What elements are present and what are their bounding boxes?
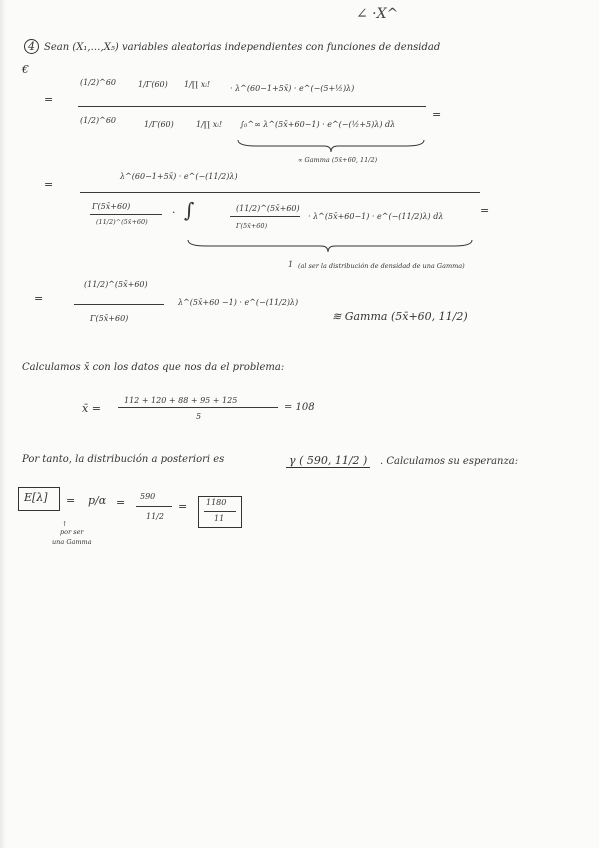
step2-int-line (230, 216, 300, 217)
expectation-res-den: 11 (214, 514, 225, 523)
margin-mark: € (22, 63, 29, 76)
step1-fraction-line (78, 106, 426, 107)
step1-num-prod: 1/∏ xᵢ! (184, 80, 211, 89)
step2-den-left-bottom: (11/2)^(5x̄+60) (96, 218, 148, 226)
step3-num: (11/2)^(5x̄+60) (84, 280, 148, 289)
step2-den-left-top: Γ(5x̄+60) (92, 202, 131, 211)
expectation-arrow: ↑ (62, 520, 68, 528)
step3-den: Γ(5x̄+60) (90, 314, 129, 323)
header-scribble: ∠ ·X^ (356, 6, 399, 22)
expectation-eq3: = (178, 500, 188, 513)
scan-edge (0, 0, 6, 848)
step1-eq: = (44, 93, 54, 106)
step2-eq: = (44, 178, 54, 191)
step3-eq: = (34, 292, 44, 305)
expectation-fraction-line (136, 506, 172, 507)
expectation-num: 590 (140, 492, 156, 501)
step1-den-prod: 1/∏ xᵢ! (196, 120, 223, 129)
expectation-res-line (204, 511, 236, 512)
step2-dot: · (172, 206, 176, 219)
expectation-ratio: p/α (88, 494, 107, 507)
problem-statement: Sean (X₁,…,X₅) variables aleatorias independientes con funciones de densidad (44, 42, 441, 53)
expectation-den: 11/2 (146, 512, 164, 521)
problem-number-circle: 4 (24, 39, 39, 54)
mean-result: = 108 (284, 402, 315, 413)
expectation-note2: una Gamma (52, 538, 92, 546)
expectation-lhs: E[λ] (24, 491, 48, 504)
conclusion-dist: γ ( 590, 11/2 ) (286, 454, 370, 468)
conclusion-text: Por tanto, la distribución a posteriori es (22, 454, 225, 465)
mean-fraction-line (118, 407, 278, 408)
step3-fraction-line (74, 304, 164, 305)
step2-numerator: λ^(60−1+5x̄) · e^(−(11/2)λ) (120, 172, 238, 181)
step2-fraction-line (80, 192, 480, 193)
conclusion-rest: . Calculamos su esperanza: (380, 456, 519, 467)
step2-int-rest: · λ^(5x̄+60−1) · e^(−(11/2)λ) dλ (308, 212, 444, 221)
step2-den-left-line (90, 214, 162, 215)
mean-numerator: 112 + 120 + 88 + 95 + 125 (124, 396, 238, 405)
step3-lambda-part: λ^(5x̄+60 −1) · e^(−(11/2)λ) (178, 298, 299, 307)
expectation-eq1: = (66, 494, 76, 507)
step1-den-integral: ∫₀^∞ λ^(5x̄+60−1) · e^(−(½+5)λ) dλ (240, 120, 396, 129)
step3-approx: ≋ Gamma (5x̄+60, 11/2) (332, 310, 468, 323)
expectation-res-num: 1180 (206, 498, 227, 507)
step2-brace-note: (al ser la distribución de densidad de una Gamma) (298, 262, 465, 270)
step2-int-bottom: Γ(5x̄+60) (236, 222, 268, 230)
step1-den-coef: (1/2)^60 (80, 116, 116, 125)
step1-num-gamma: 1/Γ(60) (138, 80, 168, 89)
step1-num-lambda: · λ^(60−1+5x̄) · e^(−(5+½)λ) (230, 84, 355, 93)
step1-den-gamma: 1/Γ(60) (144, 120, 174, 129)
step2-trailing-eq: = (480, 204, 490, 217)
expectation-note1: por ser (60, 528, 84, 536)
step2-underbrace (186, 238, 476, 254)
problem-number (24, 40, 39, 53)
calc-line: Calculamos x̄ con los datos que nos da el problema: (22, 362, 285, 373)
step1-num-coef: (1/2)^60 (80, 78, 116, 87)
mean-denominator: 5 (196, 412, 202, 421)
expectation-eq2: = (116, 496, 126, 509)
step1-underbrace (236, 138, 426, 154)
step2-int-top: (11/2)^(5x̄+60) (236, 204, 300, 213)
step2-brace-value: 1 (288, 260, 294, 269)
mean-lhs: x̄ = (82, 402, 101, 415)
step1-brace-note: ∝ Gamma (5x̄+60, 11/2) (298, 156, 378, 164)
step2-integral-sign: ∫ (184, 198, 195, 222)
step1-trailing-eq: = (432, 108, 442, 121)
